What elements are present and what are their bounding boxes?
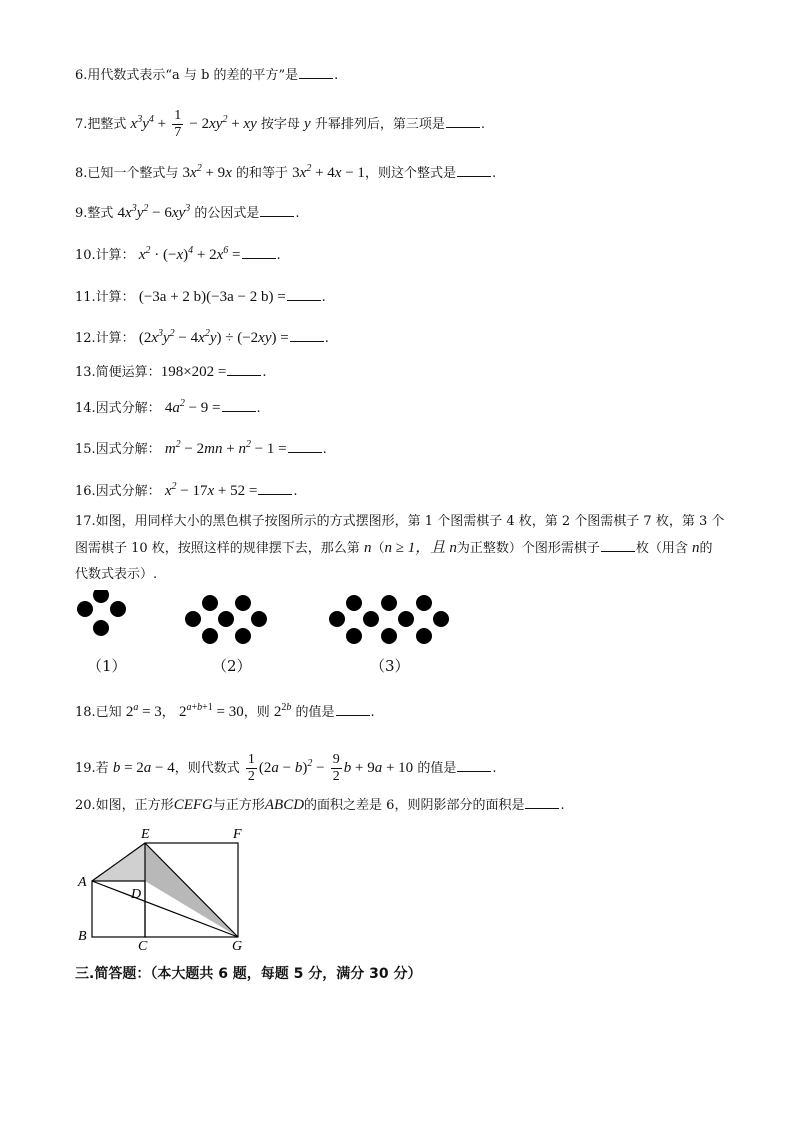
point-label-g: G (232, 939, 243, 954)
answer-blank (258, 480, 292, 495)
question-11: 11.计算： (−3a + 2 b)(−3a − 2 b) = . (75, 286, 326, 307)
question-14: 14.因式分解： $4a^2 - 9$ = . (75, 398, 261, 416)
figure-label-1: （1） (87, 657, 127, 675)
question-19: 19.若 b = 2a − 4，则代数式 $\frac{1}{2}$ $(2a - b)^2$ − $\frac{9}{2}$ b + 9a + 10 的值是 . (75, 752, 497, 784)
point-label-c: C (138, 939, 148, 954)
question-15: 15.因式分解： $m^2 - 2mn + n^2 - 1$ = . (75, 439, 327, 457)
pattern-2 (185, 595, 267, 644)
section-title: 三.简答题：（本大题共 6 题，每题 5 分，满分 30 分） (75, 966, 422, 982)
answer-blank (457, 162, 491, 177)
answer-blank (287, 286, 321, 301)
question-6: 6.用代数式表示“a 与 b 的差的平方”是 . (75, 64, 338, 85)
question-12: 12.计算： $(2x^3y^2 - 4x^2y) \div (-2xy)$ = . (75, 328, 329, 346)
q7-fraction: $\frac{1}{7}$ (174, 108, 182, 140)
q7-expr-b: − $2xy^2$ + xy (189, 114, 257, 132)
answer-blank (260, 202, 294, 217)
question-10: 10.计算： $x^2 \cdot (-x)^4 + 2x^6$ = . (75, 245, 281, 263)
question-7: 7.把整式 $x^3y^4$ + $\frac{1}{7}$ − $2xy^2$ + xy 按字母 y 升幂排列后，第三项是 . (75, 108, 485, 140)
q19-fraction-1: $\frac{1}{2}$ (247, 752, 255, 784)
question-18: 18.已知 $2^a = 3$， $2^{a+b+1} = 30$，则 $2^{2b}$ 的值是 . (75, 702, 375, 720)
answer-blank (290, 327, 324, 342)
question-17: 17.如图，用同样大小的黑色棋子按图所示的方式摆图形，第 1 个图需棋子 4 枚，第 2 个图需棋子 7 枚，第 3 个图需棋子 10 枚，按照这样的规律摆下去，那么第 n（n ≥ 1，且 n为正整数）个图形需棋子 枚（用含 n的代数式表示）. (75, 514, 725, 582)
answer-blank (601, 537, 635, 552)
answer-blank (457, 757, 491, 772)
q6-text: 6.用代数式表示“a 与 b 的差的平方”是 (75, 68, 299, 83)
q19-fraction-2: $\frac{9}{2}$ (332, 752, 340, 784)
answer-blank (299, 64, 333, 79)
answer-blank (242, 244, 276, 259)
point-label-a: A (78, 875, 87, 890)
pattern-3 (329, 595, 449, 644)
question-16: 16.因式分解： $x^2 - 17x + 52$ = . (75, 481, 298, 499)
segment-eg (145, 843, 238, 937)
figure-label-2: （2） (212, 657, 252, 675)
answer-blank (525, 794, 559, 809)
point-label-d: D (131, 887, 142, 902)
figure-20-squares (70, 820, 260, 955)
point-label-b: B (78, 929, 87, 944)
q7-expr-a: $x^3y^4$ + (130, 114, 167, 132)
figure-label-3: （3） (370, 657, 410, 675)
question-20: 20.如图，正方形CEFG与正方形ABCD的面积之差是 6，则阴影部分的面积是 . (75, 794, 565, 815)
point-label-f: F (233, 827, 242, 842)
answer-blank (288, 438, 322, 453)
question-8: 8.已知一个整式与 $3x^2 + 9x$ 的和等于 $3x^2 + 4x - 1$，则这个整式是 . (75, 163, 497, 181)
question-9: 9.整式 $4x^3y^2 - 6xy^3$ 的公因式是 . (75, 203, 300, 221)
answer-blank (446, 113, 480, 128)
answer-blank (222, 397, 256, 412)
pattern-1 (77, 590, 126, 636)
answer-blank (336, 701, 370, 716)
question-13: 13.简便运算：198×202 = . (75, 361, 267, 382)
answer-blank (227, 361, 261, 376)
point-label-e: E (141, 827, 150, 842)
